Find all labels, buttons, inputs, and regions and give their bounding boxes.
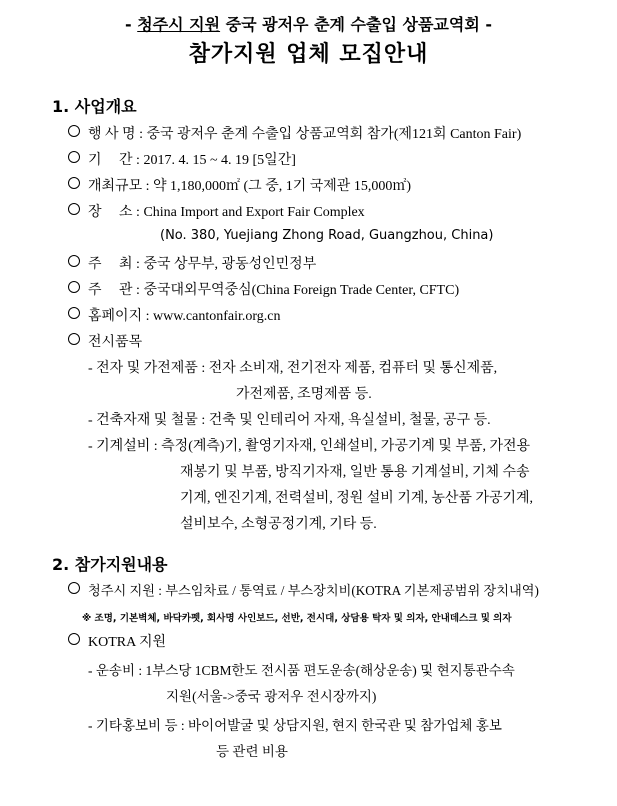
product-line: 재봉기 및 부품, 방직기자재, 일반 통용 기계설비, 기체 수송 (180, 465, 530, 480)
support-line: 등 관련 비용 (216, 744, 288, 759)
section2-heading: 2. 참가지원내용 (52, 555, 168, 574)
circle-bullet-icon (68, 307, 80, 319)
section1-heading: 1. 사업개요 (52, 97, 137, 116)
note-text: ※ 조명, 기본벽체, 바닥카펫, 회사명 사인보드, 선반, 전시대, 상담용 탁자 및 의자, 안내데스크 및 의자 (82, 613, 512, 624)
product-line: 가전제품, 조명제품 등. (236, 387, 372, 402)
circle-bullet-icon (68, 255, 80, 267)
circle-bullet-icon (68, 125, 80, 137)
page-title (0, 12, 617, 35)
circle-bullet-icon (68, 582, 80, 594)
support-line: - 기타홍보비 등 : 바이어발굴 및 상담지원, 현지 한국관 및 참가업체 홍보 (88, 718, 502, 733)
title-prefix: - (125, 15, 138, 34)
circle-bullet-icon (68, 177, 80, 189)
product-line: - 전자 및 가전제품 : 전자 소비재, 전기전자 제품, 컴퓨터 및 통신제품, (88, 361, 498, 376)
circle-bullet-icon (68, 281, 80, 293)
page-subtitle: 참가지원 업체 모집안내 (188, 42, 429, 67)
support-line: - 운송비 : 1부스당 1CBM한도 전시품 편도운송(해상운송) 및 현지통관수속 (88, 663, 515, 678)
venue-address: (No. 380, Yuejiang Zhong Road, Guangzhou, China) (160, 228, 494, 243)
title-rest: 중국 광저우 춘계 수출입 상품교역회 - (220, 15, 492, 34)
product-line: - 기계설비 : 측정(계측)기, 촬영기자재, 인쇄설비, 가공기계 및 부품, 가전용 (88, 439, 531, 454)
circle-bullet-icon (68, 151, 80, 163)
circle-bullet-icon (68, 633, 80, 645)
product-line: 기계, 엔진기계, 전력설비, 정원 설비 기계, 농산품 가공기계, (180, 491, 534, 506)
circle-bullet-icon (68, 333, 80, 345)
product-line: - 건축자재 및 철물 : 건축 및 인테리어 자재, 욕실설비, 철물, 공구 등. (88, 413, 491, 428)
title-underlined: 청주시 지원 (137, 15, 221, 34)
support-line: 지원(서울->중국 광저우 전시장까지) (166, 689, 377, 704)
product-line: 설비보수, 소형공정기계, 기타 등. (180, 517, 377, 532)
circle-bullet-icon (68, 203, 80, 215)
